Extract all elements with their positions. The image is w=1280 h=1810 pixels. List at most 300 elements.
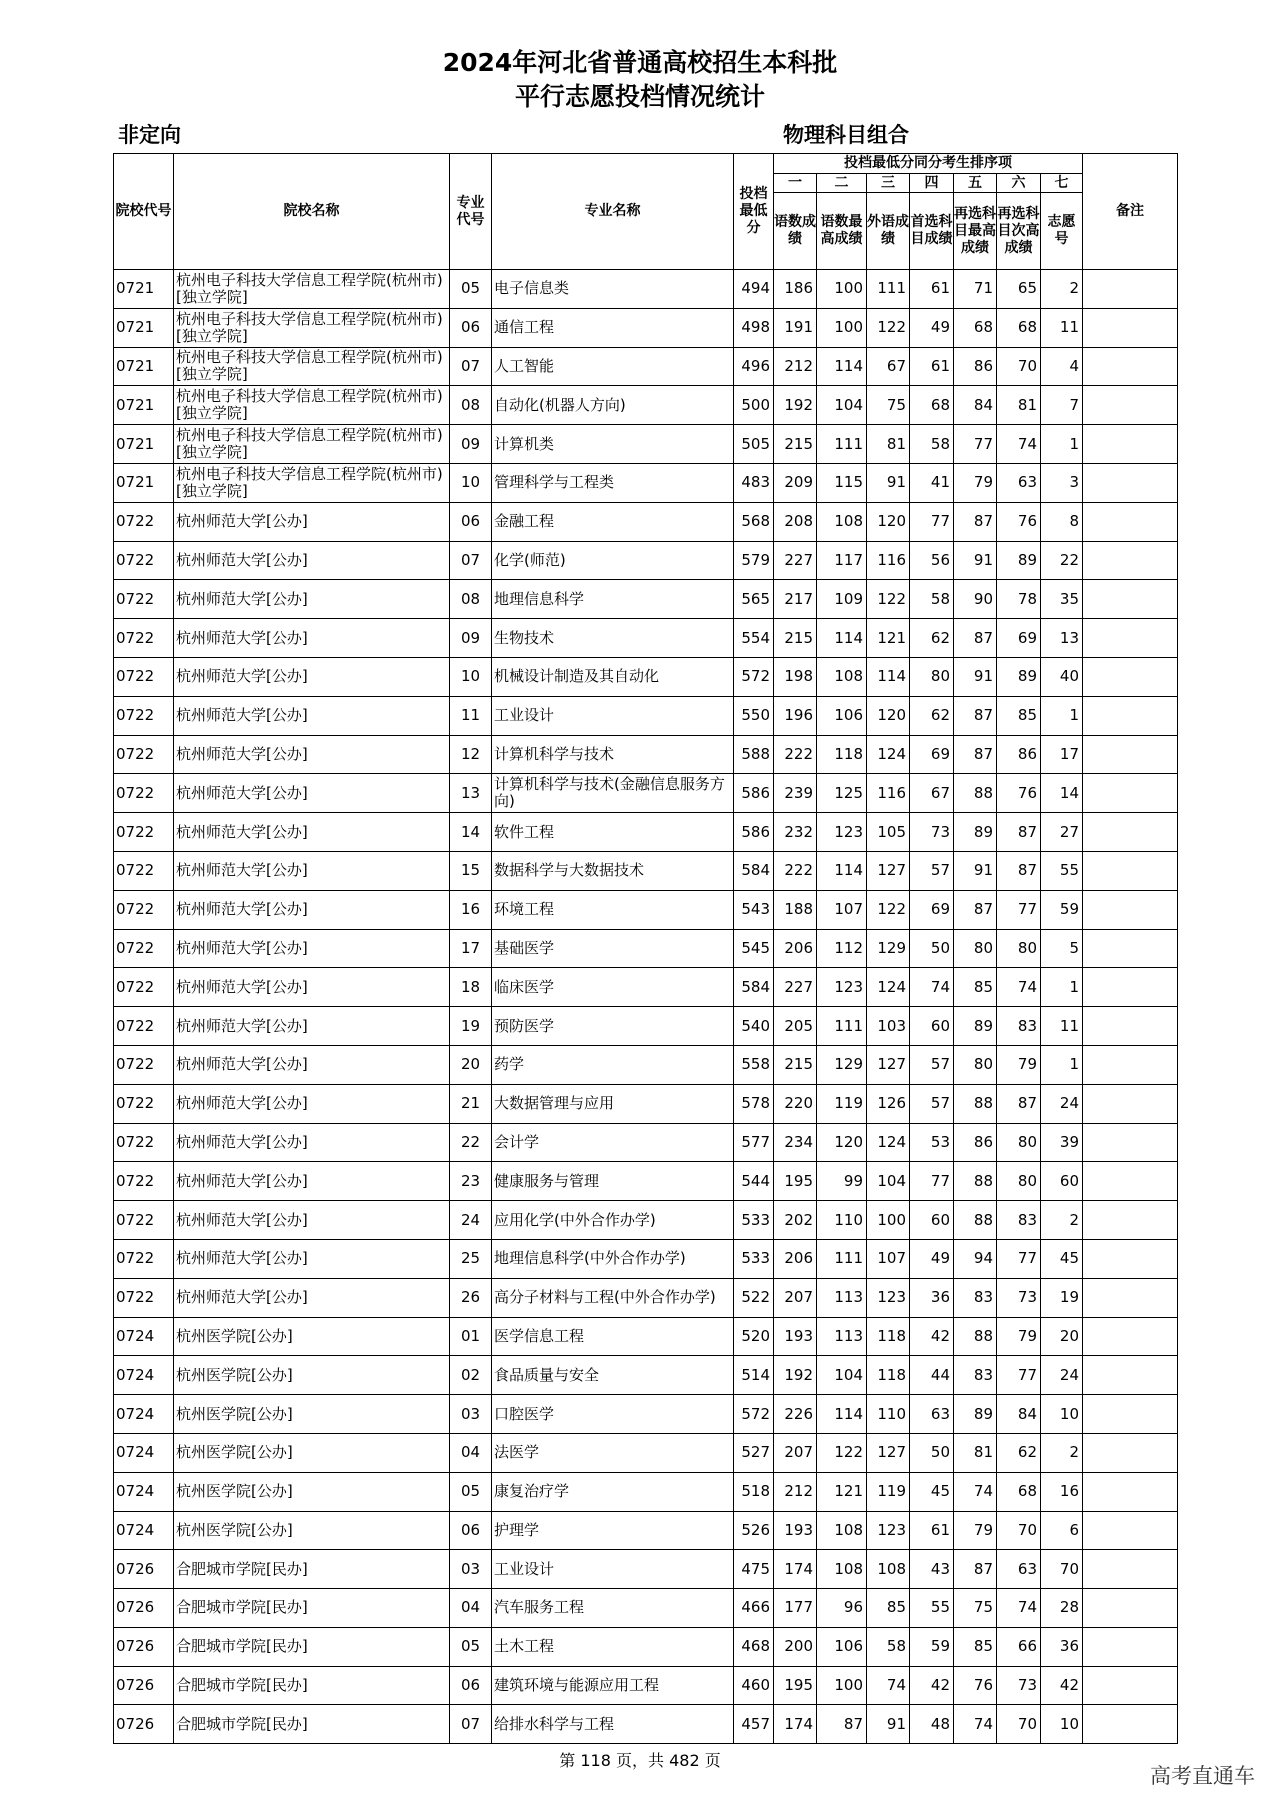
- first-subject-cell: 57: [910, 851, 954, 890]
- foreign-lang-cell: 111: [867, 270, 910, 309]
- table-row: [114, 657, 1178, 696]
- min-score-cell: 526: [734, 1511, 774, 1550]
- second-subject-next-cell: 77: [997, 890, 1041, 929]
- foreign-lang-cell: 127: [867, 851, 910, 890]
- table-row: [114, 1045, 1178, 1084]
- table-row: [114, 1511, 1178, 1550]
- table-row: [114, 1356, 1178, 1395]
- header-rank-label: 七: [1041, 174, 1083, 193]
- chinese-math-max-cell: 100: [817, 308, 867, 347]
- foreign-lang-cell: 104: [867, 1162, 910, 1201]
- remarks-cell: [1083, 1201, 1178, 1240]
- major-code-cell: 13: [450, 774, 492, 813]
- school-code-cell: 0722: [114, 541, 174, 580]
- subject-group-label: 物理科目组合: [783, 123, 909, 147]
- remarks-cell: [1083, 813, 1178, 852]
- second-subject-max-cell: 85: [954, 968, 997, 1007]
- major-name-cell: 口腔医学: [492, 1395, 734, 1434]
- preference-no-cell: 22: [1041, 541, 1083, 580]
- school-code-cell: 0721: [114, 347, 174, 386]
- second-subject-next-cell: 63: [997, 463, 1041, 502]
- major-name-cell: 电子信息类: [492, 270, 734, 309]
- header-rank-item: 再选科目最高成绩: [954, 193, 997, 270]
- min-score-cell: 558: [734, 1045, 774, 1084]
- table-row: [114, 1162, 1178, 1201]
- chinese-math-max-cell: 87: [817, 1705, 867, 1744]
- remarks-cell: [1083, 386, 1178, 425]
- second-subject-max-cell: 87: [954, 890, 997, 929]
- second-subject-max-cell: 90: [954, 580, 997, 619]
- remarks-cell: [1083, 1550, 1178, 1589]
- major-name-cell: 汽车服务工程: [492, 1589, 734, 1628]
- school-code-cell: 0721: [114, 270, 174, 309]
- first-subject-cell: 67: [910, 774, 954, 813]
- first-subject-cell: 50: [910, 929, 954, 968]
- first-subject-cell: 42: [910, 1666, 954, 1705]
- major-code-cell: 02: [450, 1356, 492, 1395]
- major-code-cell: 17: [450, 929, 492, 968]
- foreign-lang-cell: 124: [867, 735, 910, 774]
- second-subject-next-cell: 78: [997, 580, 1041, 619]
- preference-no-cell: 2: [1041, 1433, 1083, 1472]
- major-code-cell: 23: [450, 1162, 492, 1201]
- major-code-cell: 07: [450, 347, 492, 386]
- second-subject-next-cell: 77: [997, 1356, 1041, 1395]
- school-name-cell: 杭州师范大学[公办]: [174, 1162, 450, 1201]
- preference-no-cell: 3: [1041, 463, 1083, 502]
- remarks-cell: [1083, 929, 1178, 968]
- foreign-lang-cell: 81: [867, 425, 910, 464]
- remarks-cell: [1083, 968, 1178, 1007]
- min-score-cell: 505: [734, 425, 774, 464]
- school-name-cell: 杭州电子科技大学信息工程学院(杭州市)[独立学院]: [174, 347, 450, 386]
- first-subject-cell: 62: [910, 696, 954, 735]
- school-name-cell: 杭州师范大学[公办]: [174, 890, 450, 929]
- remarks-cell: [1083, 1045, 1178, 1084]
- school-code-cell: 0722: [114, 1045, 174, 1084]
- major-name-cell: 大数据管理与应用: [492, 1084, 734, 1123]
- table-row: [114, 463, 1178, 502]
- foreign-lang-cell: 127: [867, 1433, 910, 1472]
- remarks-cell: [1083, 580, 1178, 619]
- header-major-name: 专业名称: [492, 154, 734, 270]
- major-name-cell: 管理科学与工程类: [492, 463, 734, 502]
- first-subject-cell: 43: [910, 1550, 954, 1589]
- chinese-math-max-cell: 114: [817, 851, 867, 890]
- second-subject-max-cell: 80: [954, 1045, 997, 1084]
- foreign-lang-cell: 129: [867, 929, 910, 968]
- header-rank-item: 再选科目次高成绩: [997, 193, 1041, 270]
- remarks-cell: [1083, 774, 1178, 813]
- school-code-cell: 0722: [114, 502, 174, 541]
- preference-no-cell: 14: [1041, 774, 1083, 813]
- major-code-cell: 05: [450, 1472, 492, 1511]
- chinese-math-max-cell: 96: [817, 1589, 867, 1628]
- preference-no-cell: 1: [1041, 968, 1083, 1007]
- first-subject-cell: 45: [910, 1472, 954, 1511]
- major-code-cell: 15: [450, 851, 492, 890]
- min-score-cell: 522: [734, 1278, 774, 1317]
- chinese-math-max-cell: 123: [817, 968, 867, 1007]
- chinese-math-cell: 215: [774, 425, 817, 464]
- major-name-cell: 预防医学: [492, 1007, 734, 1046]
- major-name-cell: 环境工程: [492, 890, 734, 929]
- table-row: [114, 1472, 1178, 1511]
- chinese-math-max-cell: 113: [817, 1278, 867, 1317]
- school-code-cell: 0722: [114, 1201, 174, 1240]
- second-subject-max-cell: 76: [954, 1666, 997, 1705]
- second-subject-next-cell: 76: [997, 774, 1041, 813]
- second-subject-max-cell: 87: [954, 1550, 997, 1589]
- chinese-math-max-cell: 118: [817, 735, 867, 774]
- preference-no-cell: 11: [1041, 1007, 1083, 1046]
- table-row: [114, 968, 1178, 1007]
- table-row: [114, 1007, 1178, 1046]
- remarks-cell: [1083, 1356, 1178, 1395]
- first-subject-cell: 69: [910, 890, 954, 929]
- major-name-cell: 临床医学: [492, 968, 734, 1007]
- school-name-cell: 杭州师范大学[公办]: [174, 735, 450, 774]
- foreign-lang-cell: 127: [867, 1045, 910, 1084]
- school-code-cell: 0722: [114, 851, 174, 890]
- header-rank-label: 一: [774, 174, 817, 193]
- min-score-cell: 586: [734, 813, 774, 852]
- header-rank-item: 志愿号: [1041, 193, 1083, 270]
- chinese-math-max-cell: 109: [817, 580, 867, 619]
- second-subject-max-cell: 77: [954, 425, 997, 464]
- table-row: [114, 1666, 1178, 1705]
- second-subject-max-cell: 83: [954, 1278, 997, 1317]
- watermark: 高考直通车: [1150, 1764, 1255, 1788]
- second-subject-max-cell: 91: [954, 657, 997, 696]
- first-subject-cell: 55: [910, 1589, 954, 1628]
- school-code-cell: 0724: [114, 1317, 174, 1356]
- header-rank-item: 首选科目成绩: [910, 193, 954, 270]
- foreign-lang-cell: 67: [867, 347, 910, 386]
- preference-no-cell: 10: [1041, 1395, 1083, 1434]
- first-subject-cell: 77: [910, 502, 954, 541]
- chinese-math-cell: 186: [774, 270, 817, 309]
- foreign-lang-cell: 120: [867, 502, 910, 541]
- header-rank-item: 语数最高成绩: [817, 193, 867, 270]
- second-subject-max-cell: 74: [954, 1472, 997, 1511]
- chinese-math-cell: 217: [774, 580, 817, 619]
- min-score-cell: 586: [734, 774, 774, 813]
- chinese-math-max-cell: 107: [817, 890, 867, 929]
- chinese-math-max-cell: 99: [817, 1162, 867, 1201]
- chinese-math-max-cell: 114: [817, 347, 867, 386]
- second-subject-max-cell: 91: [954, 541, 997, 580]
- preference-no-cell: 40: [1041, 657, 1083, 696]
- remarks-cell: [1083, 1705, 1178, 1744]
- major-code-cell: 14: [450, 813, 492, 852]
- min-score-cell: 518: [734, 1472, 774, 1511]
- first-subject-cell: 58: [910, 580, 954, 619]
- school-code-cell: 0722: [114, 696, 174, 735]
- major-code-cell: 04: [450, 1589, 492, 1628]
- preference-no-cell: 42: [1041, 1666, 1083, 1705]
- first-subject-cell: 50: [910, 1433, 954, 1472]
- second-subject-max-cell: 87: [954, 696, 997, 735]
- remarks-cell: [1083, 463, 1178, 502]
- major-code-cell: 06: [450, 308, 492, 347]
- preference-no-cell: 27: [1041, 813, 1083, 852]
- major-name-cell: 生物技术: [492, 619, 734, 658]
- first-subject-cell: 59: [910, 1627, 954, 1666]
- second-subject-max-cell: 88: [954, 1084, 997, 1123]
- foreign-lang-cell: 74: [867, 1666, 910, 1705]
- school-name-cell: 杭州师范大学[公办]: [174, 502, 450, 541]
- major-name-cell: 土木工程: [492, 1627, 734, 1666]
- school-name-cell: 杭州电子科技大学信息工程学院(杭州市)[独立学院]: [174, 425, 450, 464]
- chinese-math-max-cell: 129: [817, 1045, 867, 1084]
- first-subject-cell: 77: [910, 1162, 954, 1201]
- table-row: [114, 1395, 1178, 1434]
- min-score-cell: 466: [734, 1589, 774, 1628]
- chinese-math-cell: 188: [774, 890, 817, 929]
- chinese-math-max-cell: 104: [817, 1356, 867, 1395]
- foreign-lang-cell: 108: [867, 1550, 910, 1589]
- chinese-math-cell: 195: [774, 1162, 817, 1201]
- min-score-cell: 572: [734, 1395, 774, 1434]
- remarks-cell: [1083, 1433, 1178, 1472]
- school-name-cell: 杭州师范大学[公办]: [174, 657, 450, 696]
- remarks-cell: [1083, 619, 1178, 658]
- second-subject-max-cell: 89: [954, 1395, 997, 1434]
- table-row: [114, 1705, 1178, 1744]
- table-row: [114, 1278, 1178, 1317]
- major-code-cell: 10: [450, 463, 492, 502]
- major-code-cell: 24: [450, 1201, 492, 1240]
- major-name-cell: 地理信息科学(中外合作办学): [492, 1239, 734, 1278]
- school-code-cell: 0721: [114, 425, 174, 464]
- school-name-cell: 合肥城市学院[民办]: [174, 1589, 450, 1628]
- major-code-cell: 07: [450, 1705, 492, 1744]
- second-subject-max-cell: 79: [954, 1511, 997, 1550]
- foreign-lang-cell: 121: [867, 619, 910, 658]
- chinese-math-cell: 209: [774, 463, 817, 502]
- second-subject-next-cell: 79: [997, 1045, 1041, 1084]
- min-score-cell: 554: [734, 619, 774, 658]
- remarks-cell: [1083, 851, 1178, 890]
- first-subject-cell: 73: [910, 813, 954, 852]
- school-name-cell: 杭州师范大学[公办]: [174, 580, 450, 619]
- school-code-cell: 0726: [114, 1550, 174, 1589]
- school-code-cell: 0721: [114, 386, 174, 425]
- second-subject-next-cell: 70: [997, 1705, 1041, 1744]
- school-code-cell: 0726: [114, 1705, 174, 1744]
- chinese-math-cell: 198: [774, 657, 817, 696]
- school-code-cell: 0722: [114, 929, 174, 968]
- chinese-math-cell: 208: [774, 502, 817, 541]
- second-subject-next-cell: 77: [997, 1239, 1041, 1278]
- chinese-math-max-cell: 112: [817, 929, 867, 968]
- preference-no-cell: 35: [1041, 580, 1083, 619]
- chinese-math-cell: 212: [774, 347, 817, 386]
- second-subject-next-cell: 69: [997, 619, 1041, 658]
- school-code-cell: 0724: [114, 1472, 174, 1511]
- second-subject-next-cell: 85: [997, 696, 1041, 735]
- header-min-score: 投档最低分: [734, 154, 774, 270]
- preference-no-cell: 17: [1041, 735, 1083, 774]
- second-subject-max-cell: 83: [954, 1356, 997, 1395]
- preference-no-cell: 36: [1041, 1627, 1083, 1666]
- preference-no-cell: 70: [1041, 1550, 1083, 1589]
- chinese-math-max-cell: 111: [817, 425, 867, 464]
- major-code-cell: 06: [450, 502, 492, 541]
- first-subject-cell: 62: [910, 619, 954, 658]
- chinese-math-cell: 212: [774, 1472, 817, 1511]
- school-code-cell: 0722: [114, 619, 174, 658]
- major-name-cell: 康复治疗学: [492, 1472, 734, 1511]
- first-subject-cell: 36: [910, 1278, 954, 1317]
- remarks-cell: [1083, 502, 1178, 541]
- foreign-lang-cell: 91: [867, 463, 910, 502]
- preference-no-cell: 10: [1041, 1705, 1083, 1744]
- school-name-cell: 杭州师范大学[公办]: [174, 929, 450, 968]
- min-score-cell: 460: [734, 1666, 774, 1705]
- min-score-cell: 568: [734, 502, 774, 541]
- school-name-cell: 杭州电子科技大学信息工程学院(杭州市)[独立学院]: [174, 386, 450, 425]
- major-code-cell: 03: [450, 1550, 492, 1589]
- school-code-cell: 0722: [114, 813, 174, 852]
- major-name-cell: 健康服务与管理: [492, 1162, 734, 1201]
- major-name-cell: 法医学: [492, 1433, 734, 1472]
- major-name-cell: 通信工程: [492, 308, 734, 347]
- table-row: [114, 1084, 1178, 1123]
- table-row: [114, 1627, 1178, 1666]
- page-footer: 第 118 页，共 482 页: [559, 1751, 721, 1770]
- preference-no-cell: 4: [1041, 347, 1083, 386]
- min-score-cell: 579: [734, 541, 774, 580]
- header-rank-label: 六: [997, 174, 1041, 193]
- major-code-cell: 10: [450, 657, 492, 696]
- school-name-cell: 合肥城市学院[民办]: [174, 1666, 450, 1705]
- chinese-math-cell: 222: [774, 851, 817, 890]
- school-code-cell: 0722: [114, 657, 174, 696]
- header-tie-group: 投档最低分同分考生排序项: [774, 154, 1083, 174]
- chinese-math-cell: 191: [774, 308, 817, 347]
- major-name-cell: 计算机科学与技术(金融信息服务方向): [492, 774, 734, 813]
- major-name-cell: 应用化学(中外合作办学): [492, 1201, 734, 1240]
- chinese-math-cell: 215: [774, 619, 817, 658]
- second-subject-max-cell: 71: [954, 270, 997, 309]
- table-body: [114, 270, 1178, 1744]
- major-code-cell: 22: [450, 1123, 492, 1162]
- preference-no-cell: 13: [1041, 619, 1083, 658]
- table-row: [114, 1433, 1178, 1472]
- admission-table: [113, 153, 1178, 1744]
- table-row: [114, 774, 1178, 813]
- second-subject-next-cell: 80: [997, 1123, 1041, 1162]
- major-name-cell: 化学(师范): [492, 541, 734, 580]
- second-subject-max-cell: 74: [954, 1705, 997, 1744]
- chinese-math-cell: 206: [774, 929, 817, 968]
- school-code-cell: 0721: [114, 463, 174, 502]
- school-name-cell: 杭州医学院[公办]: [174, 1317, 450, 1356]
- major-code-cell: 08: [450, 386, 492, 425]
- school-name-cell: 杭州师范大学[公办]: [174, 1084, 450, 1123]
- school-name-cell: 杭州医学院[公办]: [174, 1395, 450, 1434]
- second-subject-max-cell: 80: [954, 929, 997, 968]
- major-code-cell: 03: [450, 1395, 492, 1434]
- major-code-cell: 05: [450, 1627, 492, 1666]
- school-code-cell: 0726: [114, 1627, 174, 1666]
- min-score-cell: 475: [734, 1550, 774, 1589]
- second-subject-max-cell: 87: [954, 735, 997, 774]
- second-subject-max-cell: 81: [954, 1433, 997, 1472]
- second-subject-next-cell: 68: [997, 308, 1041, 347]
- chinese-math-max-cell: 119: [817, 1084, 867, 1123]
- document-subtitle: 平行志愿投档情况统计: [514, 82, 765, 111]
- remarks-cell: [1083, 1395, 1178, 1434]
- school-name-cell: 合肥城市学院[民办]: [174, 1550, 450, 1589]
- remarks-cell: [1083, 1278, 1178, 1317]
- min-score-cell: 527: [734, 1433, 774, 1472]
- first-subject-cell: 53: [910, 1123, 954, 1162]
- chinese-math-max-cell: 115: [817, 463, 867, 502]
- preference-no-cell: 16: [1041, 1472, 1083, 1511]
- min-score-cell: 584: [734, 968, 774, 1007]
- school-code-cell: 0722: [114, 580, 174, 619]
- school-name-cell: 杭州师范大学[公办]: [174, 541, 450, 580]
- preference-no-cell: 45: [1041, 1239, 1083, 1278]
- second-subject-max-cell: 87: [954, 619, 997, 658]
- remarks-cell: [1083, 1084, 1178, 1123]
- foreign-lang-cell: 58: [867, 1627, 910, 1666]
- school-name-cell: 杭州电子科技大学信息工程学院(杭州市)[独立学院]: [174, 463, 450, 502]
- major-name-cell: 自动化(机器人方向): [492, 386, 734, 425]
- table-row: [114, 1201, 1178, 1240]
- major-name-cell: 工业设计: [492, 696, 734, 735]
- table-row: [114, 696, 1178, 735]
- table-row: [114, 813, 1178, 852]
- school-code-cell: 0724: [114, 1511, 174, 1550]
- school-name-cell: 杭州医学院[公办]: [174, 1356, 450, 1395]
- chinese-math-max-cell: 108: [817, 1511, 867, 1550]
- second-subject-max-cell: 87: [954, 502, 997, 541]
- chinese-math-cell: 232: [774, 813, 817, 852]
- foreign-lang-cell: 122: [867, 580, 910, 619]
- second-subject-max-cell: 88: [954, 1201, 997, 1240]
- preference-no-cell: 2: [1041, 1201, 1083, 1240]
- chinese-math-cell: 174: [774, 1705, 817, 1744]
- second-subject-max-cell: 88: [954, 1317, 997, 1356]
- preference-no-cell: 60: [1041, 1162, 1083, 1201]
- school-code-cell: 0724: [114, 1356, 174, 1395]
- chinese-math-cell: 200: [774, 1627, 817, 1666]
- second-subject-next-cell: 62: [997, 1433, 1041, 1472]
- preference-no-cell: 1: [1041, 696, 1083, 735]
- min-score-cell: 533: [734, 1201, 774, 1240]
- foreign-lang-cell: 122: [867, 308, 910, 347]
- foreign-lang-cell: 120: [867, 696, 910, 735]
- chinese-math-max-cell: 123: [817, 813, 867, 852]
- school-name-cell: 杭州医学院[公办]: [174, 1472, 450, 1511]
- table-row: [114, 308, 1178, 347]
- remarks-cell: [1083, 308, 1178, 347]
- table-row: [114, 347, 1178, 386]
- chinese-math-cell: 207: [774, 1433, 817, 1472]
- preference-no-cell: 7: [1041, 386, 1083, 425]
- foreign-lang-cell: 119: [867, 1472, 910, 1511]
- chinese-math-cell: 234: [774, 1123, 817, 1162]
- school-code-cell: 0722: [114, 1278, 174, 1317]
- major-code-cell: 19: [450, 1007, 492, 1046]
- school-name-cell: 杭州师范大学[公办]: [174, 1045, 450, 1084]
- school-code-cell: 0722: [114, 1123, 174, 1162]
- first-subject-cell: 63: [910, 1395, 954, 1434]
